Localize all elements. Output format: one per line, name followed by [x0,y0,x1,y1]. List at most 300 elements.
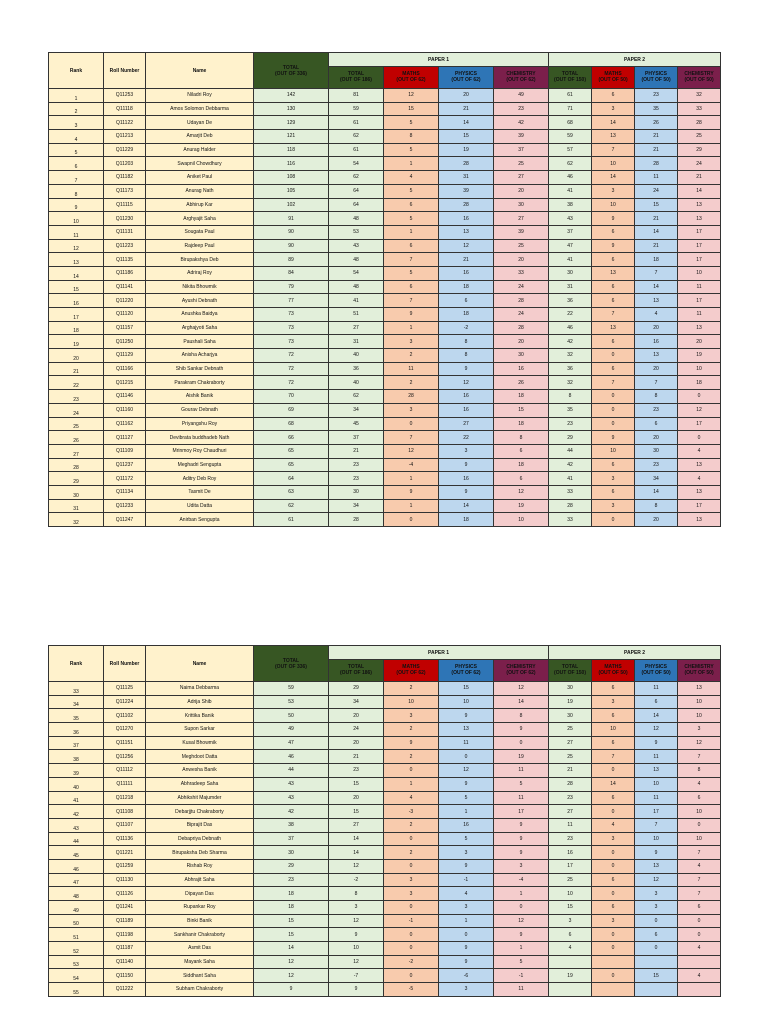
paper-1-physics-cell: 18 [439,308,494,322]
paper-1-physics-cell: 1 [439,805,494,819]
paper-1-total-cell: 3 [329,901,384,915]
paper-2-total-cell: 25 [549,873,592,887]
roll-number-cell: Q11203 [104,157,146,171]
roll-number-cell: Q11250 [104,335,146,349]
paper-1-total-cell: 45 [329,417,384,431]
roll-number-cell: Q11160 [104,403,146,417]
total-cell: 49 [254,723,329,737]
roll-number-header: Roll Number [104,53,146,89]
paper-2-physics-cell: 3 [635,901,678,915]
paper-2-physics-cell: 30 [635,444,678,458]
paper-1-physics-cell: 16 [439,403,494,417]
paper-2-chemistry-cell: 13 [678,682,721,696]
paper-1-maths-cell: 1 [384,472,439,486]
paper-1-maths-cell: -5 [384,983,439,997]
paper-1-maths-cell: 7 [384,253,439,267]
roll-number-cell: Q11151 [104,736,146,750]
paper-1-chemistry-cell: 6 [494,472,549,486]
paper-2-physics-cell: 20 [635,513,678,527]
paper-1-chemistry-header: CHEMISTRY (OUT OF 62) [494,67,549,89]
paper-1-physics-cell: -6 [439,969,494,983]
paper-2-chemistry-cell: 24 [678,157,721,171]
paper-1-maths-cell: 1 [384,499,439,513]
paper-2-physics-cell: 20 [635,321,678,335]
paper-2-chemistry-cell: 10 [678,362,721,376]
paper-1-chemistry-cell: 37 [494,143,549,157]
paper-1-physics-cell: 16 [439,818,494,832]
name-cell: Nikita Bhowmik [146,280,254,294]
paper-2-physics-cell: 13 [635,764,678,778]
paper-2-maths-cell: 6 [592,294,635,308]
paper-2-total-cell: 44 [549,444,592,458]
paper-1-maths-cell: 0 [384,832,439,846]
paper-2-total-cell: 33 [549,485,592,499]
paper-2-chemistry-cell: 19 [678,349,721,363]
table-row [49,225,721,239]
name-cell: Udita Datta [146,499,254,513]
rank-cell: 33 [49,682,104,696]
paper-1-chemistry-cell: 9 [494,846,549,860]
paper-1-chemistry-cell: 6 [494,444,549,458]
paper-2-chemistry-cell: 18 [678,376,721,390]
paper-2-physics-cell: 12 [635,723,678,737]
paper-2-maths-cell: 0 [592,859,635,873]
total-cell: 14 [254,942,329,956]
table-row [49,750,721,764]
paper-1-total-cell: 34 [329,403,384,417]
paper-2-maths-cell: 3 [592,499,635,513]
roll-number-cell: Q11198 [104,928,146,942]
rank-cell: 11 [49,225,104,239]
total-cell: 30 [254,846,329,860]
paper-1-physics-cell: 6 [439,294,494,308]
paper-1-total-cell: 62 [329,130,384,144]
paper-1-maths-cell: 11 [384,362,439,376]
name-cell: Sankhanir Chakraborty [146,928,254,942]
paper-2-physics-cell: 11 [635,791,678,805]
paper-2-physics-cell: 9 [635,846,678,860]
paper-2-physics-cell: 17 [635,805,678,819]
paper-2-maths-cell: 10 [592,444,635,458]
paper-1-maths-cell: 1 [384,321,439,335]
total-cell: 12 [254,969,329,983]
paper-2-physics-cell: 23 [635,458,678,472]
paper-2-total-cell: 3 [549,914,592,928]
table-row [49,736,721,750]
total-cell: 61 [254,513,329,527]
roll-number-cell: Q11233 [104,499,146,513]
paper-2-chemistry-cell: 8 [678,764,721,778]
paper-2-total-cell: 6 [549,928,592,942]
total-cell: 70 [254,390,329,404]
paper-2-physics-cell: 9 [635,736,678,750]
name-cell: Rishab Roy [146,859,254,873]
paper-2-physics-cell: 15 [635,198,678,212]
paper-1-chemistry-cell: 33 [494,266,549,280]
paper-2-physics-cell: 0 [635,914,678,928]
paper-2-total-cell: 11 [549,818,592,832]
table-row [49,143,721,157]
paper-2-physics-cell: 10 [635,777,678,791]
paper-1-total-cell: 61 [329,143,384,157]
paper-2-total-cell: 36 [549,362,592,376]
paper-2-physics-cell: 34 [635,472,678,486]
paper-2-maths-cell: 6 [592,89,635,103]
table-row [49,485,721,499]
table-row [49,764,721,778]
paper-2-chemistry-cell: 11 [678,280,721,294]
name-cell: Udayan De [146,116,254,130]
table-row [49,682,721,696]
table-row [49,709,721,723]
total-cell: 69 [254,403,329,417]
paper-2-physics-cell: 35 [635,102,678,116]
total-cell: 116 [254,157,329,171]
paper-1-chemistry-cell: 20 [494,184,549,198]
roll-number-cell: Q11224 [104,695,146,709]
name-cell: Amos Solomon Debbarma [146,102,254,116]
paper-2-physics-cell [635,955,678,969]
paper-1-total-cell: 48 [329,280,384,294]
paper-1-maths-cell: 7 [384,294,439,308]
name-cell: Dipayan Das [146,887,254,901]
rank-cell: 39 [49,764,104,778]
paper-2-total-cell: 36 [549,294,592,308]
paper-2-physics-cell: 21 [635,143,678,157]
paper-1-physics-cell: 13 [439,225,494,239]
paper-1-chemistry-cell: 12 [494,485,549,499]
rank-cell: 26 [49,431,104,445]
paper-2-chemistry-cell: 7 [678,750,721,764]
total-cell: 108 [254,171,329,185]
paper-2-chemistry-cell: 17 [678,225,721,239]
paper-1-physics-cell: 3 [439,901,494,915]
name-cell: Meghadri Sengupta [146,458,254,472]
paper-1-physics-cell: 16 [439,212,494,226]
name-header: Name [146,646,254,682]
paper-2-total-cell: 35 [549,403,592,417]
paper-1-total-cell: 64 [329,198,384,212]
total-cell: 43 [254,777,329,791]
paper-2-total-cell: 28 [549,499,592,513]
paper-2-physics-cell: 15 [635,969,678,983]
paper-2-total-cell: 25 [549,750,592,764]
paper-1-chemistry-header: CHEMISTRY (OUT OF 62) [494,660,549,682]
paper-1-chemistry-cell: 11 [494,791,549,805]
paper-1-total-cell: 54 [329,157,384,171]
paper-1-total-cell: 51 [329,308,384,322]
name-cell: Mayank Saha [146,955,254,969]
roll-number-cell: Q11256 [104,750,146,764]
paper-2-chemistry-cell: 4 [678,969,721,983]
paper-2-physics-cell: 28 [635,157,678,171]
name-cell: Anwesha Banik [146,764,254,778]
paper-1-chemistry-cell: 5 [494,777,549,791]
paper-1-physics-cell: 14 [439,116,494,130]
paper-2-chemistry-cell: 13 [678,485,721,499]
paper-1-total-cell: 21 [329,750,384,764]
rank-cell: 10 [49,212,104,226]
paper-1-chemistry-cell: 27 [494,212,549,226]
table-row [49,914,721,928]
paper-1-total-cell: 28 [329,513,384,527]
paper-2-physics-cell: 4 [635,308,678,322]
rank-cell: 17 [49,308,104,322]
paper-2-total-cell: 23 [549,417,592,431]
paper-1-maths-cell: 6 [384,198,439,212]
roll-number-cell: Q11182 [104,171,146,185]
paper-1-chemistry-cell: 3 [494,859,549,873]
name-cell: Rupankar Roy [146,901,254,915]
paper-1-chemistry-cell: 24 [494,280,549,294]
paper-1-chemistry-cell: 20 [494,335,549,349]
roll-number-cell: Q11122 [104,116,146,130]
paper-2-chemistry-cell: 12 [678,403,721,417]
paper-2-total-cell: 41 [549,472,592,486]
total-cell: 73 [254,335,329,349]
name-cell: Gourav Debnath [146,403,254,417]
paper-2-maths-cell: 6 [592,280,635,294]
rank-cell: 32 [49,513,104,527]
paper-2-chemistry-cell: 6 [678,791,721,805]
paper-1-chemistry-cell: 42 [494,116,549,130]
paper-1-physics-cell: 5 [439,791,494,805]
rank-cell: 46 [49,859,104,873]
paper-2-maths-cell: 0 [592,403,635,417]
roll-number-cell: Q11131 [104,225,146,239]
paper-1-physics-cell: 15 [439,682,494,696]
paper-2-maths-cell [592,955,635,969]
paper-2-maths-cell: 0 [592,349,635,363]
name-cell: Meghdoot Datta [146,750,254,764]
roll-number-cell: Q11247 [104,513,146,527]
paper-1-maths-cell: 2 [384,349,439,363]
paper-2-physics-header: PHYSICS (OUT OF 50) [635,660,678,682]
total-cell: 121 [254,130,329,144]
roll-number-cell: Q11241 [104,901,146,915]
paper-2-chemistry-cell: 25 [678,130,721,144]
table-row [49,832,721,846]
name-cell: Aditry Deb Roy [146,472,254,486]
paper-2-physics-cell [635,983,678,997]
paper-2-chemistry-cell: 0 [678,818,721,832]
paper-1-physics-cell: 0 [439,750,494,764]
paper-1-total-cell: 8 [329,887,384,901]
paper-2-total-cell: 19 [549,695,592,709]
table-row [49,818,721,832]
paper-1-chemistry-cell: 20 [494,253,549,267]
paper-2-maths-cell: 14 [592,171,635,185]
total-cell: 73 [254,308,329,322]
name-cell: Anushka Baidya [146,308,254,322]
paper-1-physics-cell: 21 [439,102,494,116]
rank-cell: 44 [49,832,104,846]
total-cell: 65 [254,444,329,458]
paper-2-maths-cell: 0 [592,942,635,956]
paper-1-maths-cell: 0 [384,859,439,873]
paper-1-chemistry-cell: 8 [494,431,549,445]
paper-1-chemistry-cell: 9 [494,832,549,846]
paper-2-maths-cell: 9 [592,239,635,253]
rank-cell: 49 [49,901,104,915]
table-row [49,983,721,997]
paper-2-chemistry-cell: 4 [678,942,721,956]
total-cell: 79 [254,280,329,294]
paper-2-chemistry-cell: 13 [678,198,721,212]
total-header: TOTAL (OUT OF 336) [254,646,329,682]
paper-1-physics-cell: 18 [439,513,494,527]
rank-cell: 6 [49,157,104,171]
paper-2-physics-cell: 6 [635,695,678,709]
name-cell: Devibrata buddhadeb Nath [146,431,254,445]
paper-1-chemistry-cell: 9 [494,928,549,942]
paper-1-maths-cell: 9 [384,485,439,499]
paper-2-chemistry-cell: 4 [678,859,721,873]
paper-1-maths-cell: 3 [384,873,439,887]
table-row [49,376,721,390]
paper-1-total-cell: 81 [329,89,384,103]
name-cell: Abhrajit Saha [146,873,254,887]
roll-number-cell: Q11220 [104,294,146,308]
paper-2-chemistry-cell: 0 [678,390,721,404]
paper-2-chemistry-cell: 7 [678,873,721,887]
table-row [49,308,721,322]
name-cell: Aishik Banik [146,390,254,404]
roll-number-cell: Q11141 [104,280,146,294]
paper-2-maths-cell: 0 [592,513,635,527]
paper-1-physics-cell: 14 [439,499,494,513]
rank-header: Rank [49,53,104,89]
paper-1-chemistry-cell: 18 [494,390,549,404]
paper-1-maths-cell: -2 [384,955,439,969]
paper-1-chemistry-cell: 27 [494,171,549,185]
paper-1-physics-cell: 3 [439,444,494,458]
table-row [49,212,721,226]
paper-2-maths-cell: 13 [592,321,635,335]
paper-2-chemistry-cell: 0 [678,914,721,928]
paper-2-chemistry-header: CHEMISTRY (OUT OF 50) [678,67,721,89]
paper-1-header: PAPER 1 [329,53,549,67]
paper-1-physics-cell: 4 [439,887,494,901]
paper-1-maths-cell: 2 [384,818,439,832]
paper-2-maths-cell: 10 [592,723,635,737]
paper-2-maths-cell: 7 [592,376,635,390]
paper-2-chemistry-cell: 6 [678,901,721,915]
paper-1-total-cell: 23 [329,472,384,486]
paper-1-total-cell: 48 [329,253,384,267]
paper-2-total-cell: 25 [549,723,592,737]
name-cell: Mrinmoy Roy Chaudhuri [146,444,254,458]
rank-header: Rank [49,646,104,682]
paper-2-maths-cell: 9 [592,212,635,226]
paper-2-total-header: TOTAL (OUT OF 150) [549,660,592,682]
paper-2-chemistry-cell: 13 [678,458,721,472]
total-cell: 68 [254,417,329,431]
rank-cell: 3 [49,116,104,130]
rank-cell: 5 [49,143,104,157]
roll-number-cell: Q11259 [104,859,146,873]
paper-2-physics-cell: 14 [635,709,678,723]
paper-2-total-cell: 15 [549,901,592,915]
paper-2-maths-cell: 0 [592,928,635,942]
paper-1-chemistry-cell: 30 [494,198,549,212]
paper-2-physics-cell: 13 [635,294,678,308]
paper-1-total-cell: 20 [329,736,384,750]
total-cell: 72 [254,362,329,376]
name-cell: Siddhant Saha [146,969,254,983]
rank-cell: 2 [49,102,104,116]
paper-2-physics-cell: 18 [635,253,678,267]
paper-1-total-cell: 23 [329,764,384,778]
paper-1-chemistry-cell: 9 [494,818,549,832]
paper-1-total-cell: 27 [329,818,384,832]
paper-1-maths-cell: 10 [384,695,439,709]
paper-2-total-cell: 42 [549,458,592,472]
paper-2-maths-cell: 0 [592,969,635,983]
rank-cell: 42 [49,805,104,819]
rank-cell: 35 [49,709,104,723]
name-cell: Shib Sankar Debnath [146,362,254,376]
rank-cell: 41 [49,791,104,805]
paper-1-chemistry-cell: 24 [494,308,549,322]
paper-1-physics-cell: 18 [439,280,494,294]
paper-1-maths-cell: 3 [384,887,439,901]
table-row [49,253,721,267]
paper-2-physics-cell: 0 [635,942,678,956]
total-cell: 38 [254,818,329,832]
rank-cell: 30 [49,485,104,499]
paper-1-physics-cell: 9 [439,709,494,723]
paper-1-maths-cell: 12 [384,444,439,458]
paper-1-chemistry-cell: 19 [494,499,549,513]
roll-number-header: Roll Number [104,646,146,682]
rank-cell: 18 [49,321,104,335]
paper-1-physics-cell: 3 [439,983,494,997]
paper-1-physics-cell: 9 [439,859,494,873]
table-row [49,184,721,198]
rank-cell: 53 [49,955,104,969]
table-row [49,791,721,805]
paper-2-total-cell: 29 [549,431,592,445]
paper-2-total-cell: 23 [549,832,592,846]
paper-1-physics-cell: 16 [439,390,494,404]
paper-2-physics-header: PHYSICS (OUT OF 50) [635,67,678,89]
paper-2-chemistry-cell: 17 [678,294,721,308]
paper-1-maths-cell: 0 [384,513,439,527]
paper-2-maths-cell: 6 [592,485,635,499]
total-cell: 43 [254,791,329,805]
paper-1-physics-cell: 11 [439,736,494,750]
name-cell: Arghyajit Saha [146,212,254,226]
paper-2-total-cell: 59 [549,130,592,144]
table-row [49,513,721,527]
paper-2-maths-cell: 6 [592,458,635,472]
table-row [49,335,721,349]
paper-1-total-cell: 15 [329,777,384,791]
paper-2-physics-cell: 7 [635,818,678,832]
paper-2-chemistry-cell: 7 [678,846,721,860]
paper-1-maths-cell: 9 [384,308,439,322]
rank-cell: 29 [49,472,104,486]
paper-2-chemistry-cell: 17 [678,253,721,267]
table-row [49,695,721,709]
paper-2-chemistry-cell: 4 [678,472,721,486]
rank-cell: 21 [49,362,104,376]
table-row [49,130,721,144]
paper-2-total-cell [549,983,592,997]
paper-1-total-header: TOTAL (OUT OF 186) [329,67,384,89]
paper-1-maths-cell: 2 [384,682,439,696]
